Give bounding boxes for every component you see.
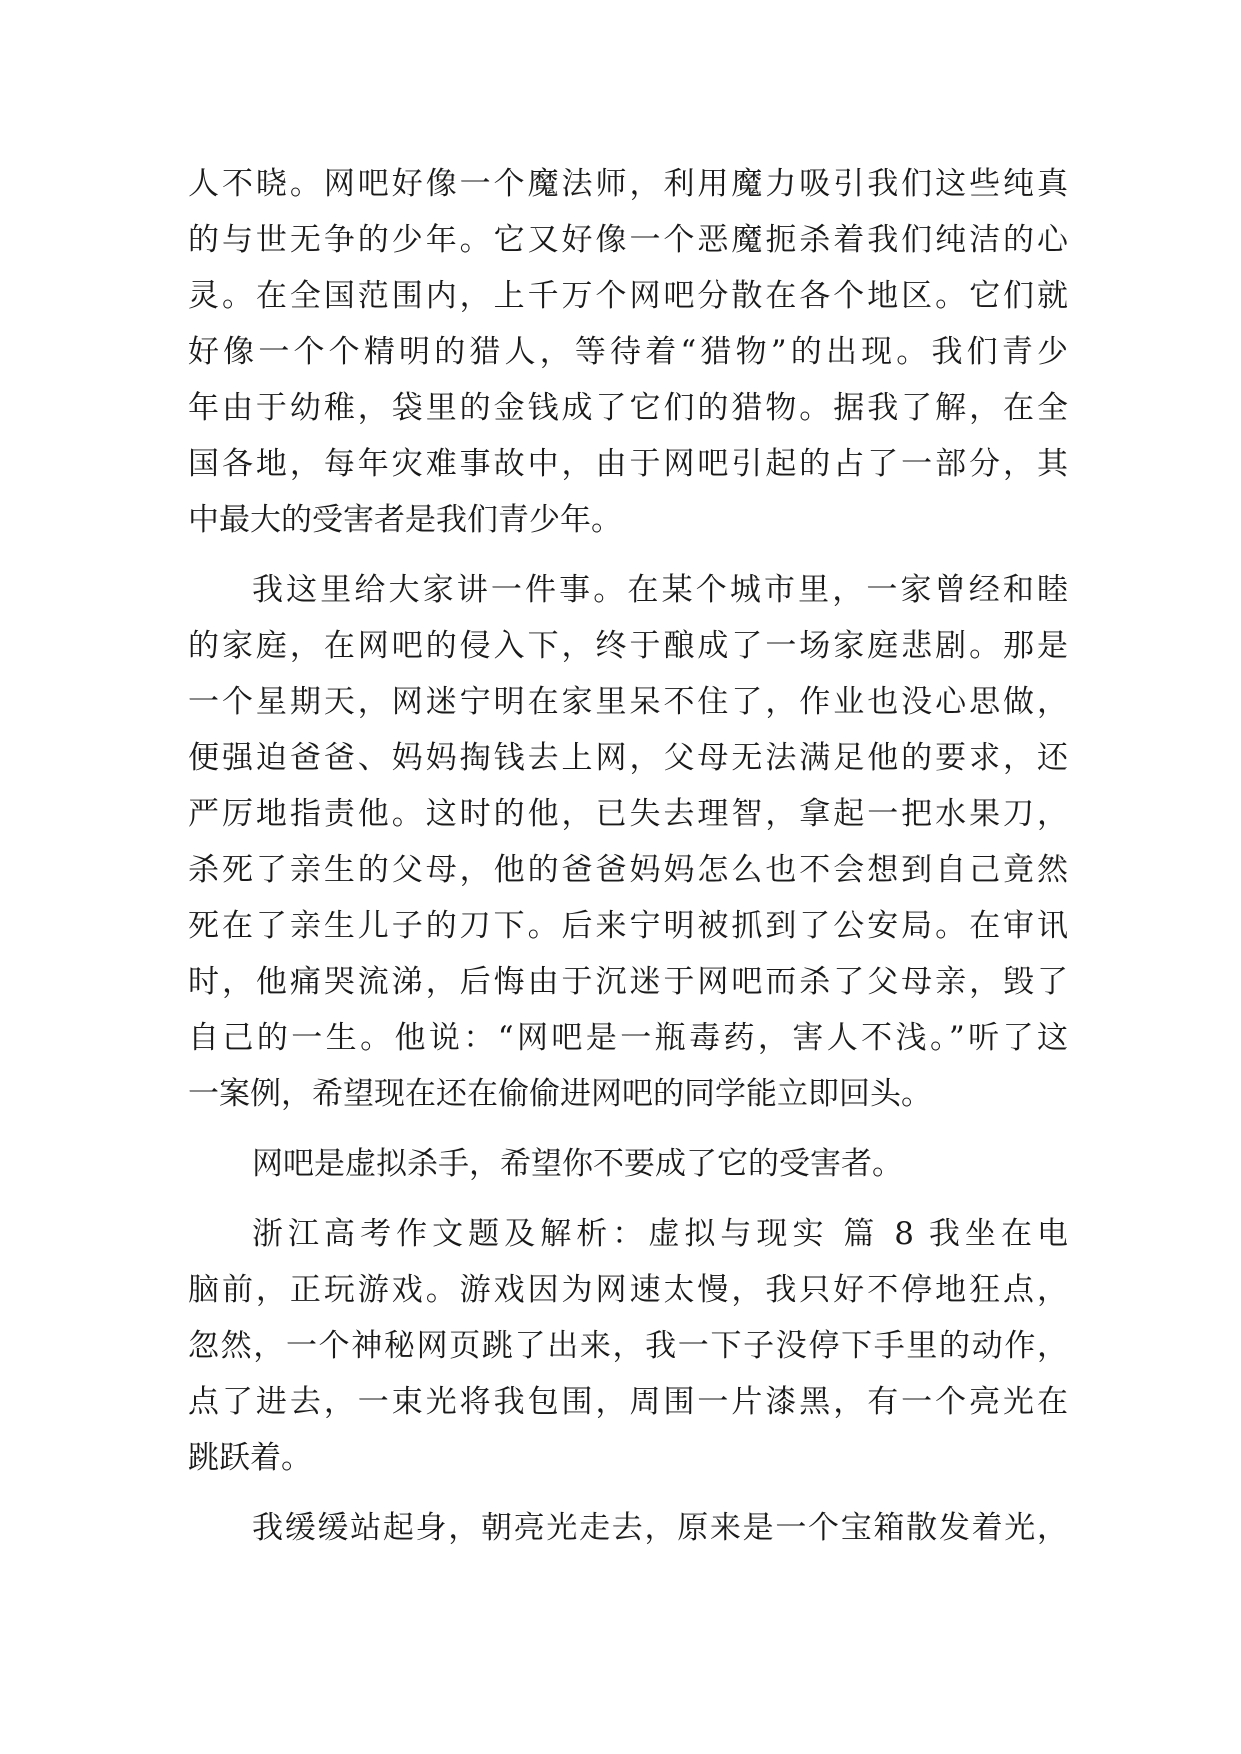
text-line: 脑前，正玩游戏。游戏因为网速太慢，我只好不停地狂点， — [188, 1272, 1068, 1308]
text-line: 一案例，希望现在还在偷偷进网吧的同学能立即回头。 — [188, 1076, 932, 1112]
text-line: 跳跃着。 — [188, 1440, 312, 1476]
text-line: 时，他痛哭流涕，后悔由于沉迷于网吧而杀了父母亲，毁了 — [188, 964, 1068, 1000]
text-line: 好像一个个精明的猎人，等待着“猎物”的出现。我们青少 — [188, 334, 1068, 370]
text-line: 国各地，每年灾难事故中，由于网吧引起的占了一部分，其 — [188, 446, 1068, 482]
text-line: 忽然，一个神秘网页跳了出来，我一下子没停下手里的动作， — [188, 1328, 1068, 1364]
text-line: 的与世无争的少年。它又好像一个恶魔扼杀着我们纯洁的心 — [188, 222, 1068, 258]
text-line: 年由于幼稚，袋里的金钱成了它们的猎物。据我了解，在全 — [188, 390, 1068, 426]
text-line: 的家庭，在网吧的侵入下，终于酿成了一场家庭悲剧。那是 — [188, 628, 1068, 664]
paragraph-first-line: 网吧是虚拟杀手，希望你不要成了它的受害者。 — [252, 1146, 903, 1182]
section-heading-line: 浙江高考作文题及解析：虚拟与现实 篇 8 我坐在电 — [252, 1216, 1068, 1252]
text-line: 便强迫爸爸、妈妈掏钱去上网，父母无法满足他的要求，还 — [188, 740, 1068, 776]
paragraph-first-line: 我这里给大家讲一件事。在某个城市里，一家曾经和睦 — [252, 572, 1068, 608]
text-line: 点了进去，一束光将我包围，周围一片漆黑，有一个亮光在 — [188, 1384, 1068, 1420]
text-line: 杀死了亲生的父母，他的爸爸妈妈怎么也不会想到自己竟然 — [188, 852, 1068, 888]
text-line: 严厉地指责他。这时的他，已失去理智，拿起一把水果刀， — [188, 796, 1068, 832]
text-line: 死在了亲生儿子的刀下。后来宁明被抓到了公安局。在审讯 — [188, 908, 1068, 944]
text-line: 人不晓。网吧好像一个魔法师，利用魔力吸引我们这些纯真 — [188, 166, 1068, 202]
text-line: 一个星期天，网迷宁明在家里呆不住了，作业也没心思做， — [188, 684, 1068, 720]
text-line: 灵。在全国范围内，上千万个网吧分散在各个地区。它们就 — [188, 278, 1068, 314]
text-line: 自己的一生。他说：“网吧是一瓶毒药，害人不浅。”听了这 — [188, 1020, 1068, 1056]
text-line: 中最大的受害者是我们青少年。 — [188, 502, 622, 538]
document-body — [188, 156, 1068, 1556]
paragraph-first-line: 我缓缓站起身，朝亮光走去，原来是一个宝箱散发着光， — [252, 1510, 1068, 1546]
